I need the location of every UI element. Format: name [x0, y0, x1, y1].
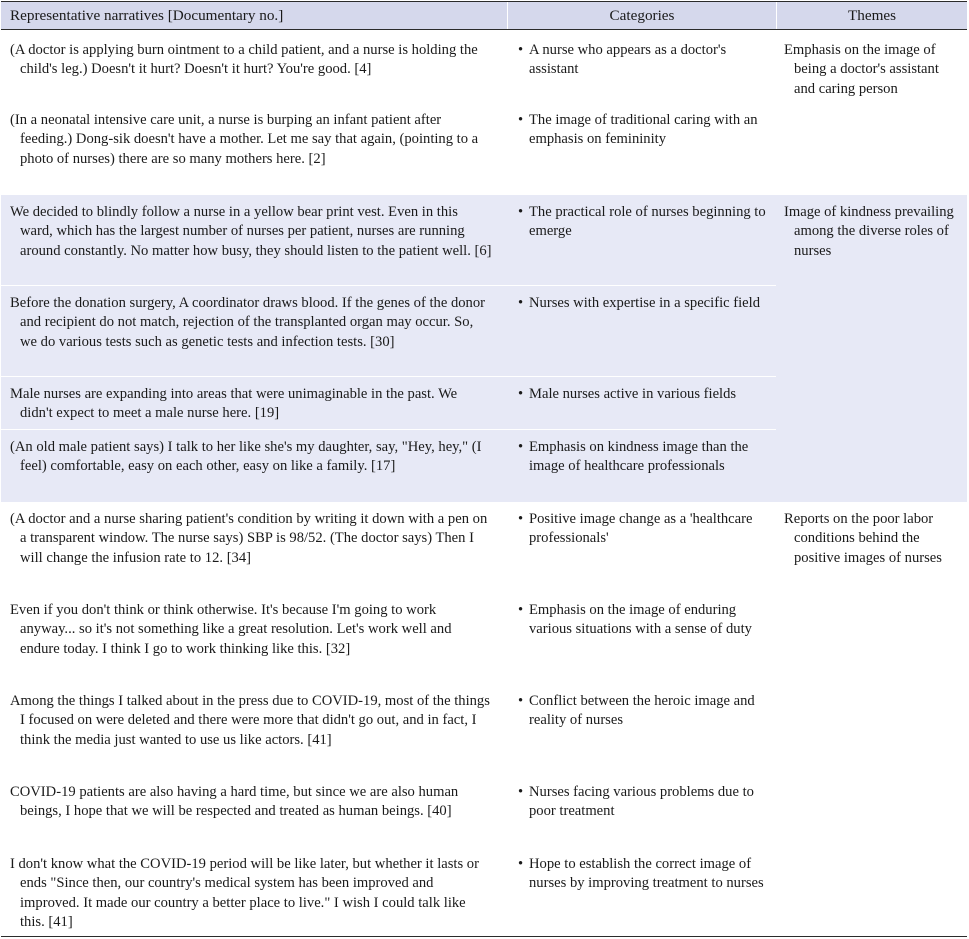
category-item: • Nurses facing various problems due to poor treatment	[518, 784, 754, 820]
theme-group-1	[1, 30, 967, 195]
table-row	[1, 593, 776, 684]
theme-cell	[776, 502, 967, 938]
table-row	[1, 847, 776, 938]
theme-group-3	[1, 502, 967, 938]
theme-group-2	[1, 195, 967, 502]
table-row	[1, 502, 776, 593]
category-item: • Emphasis on the image of enduring various situations with a sense of duty	[518, 602, 752, 638]
category-item: • A nurse who appears as a doctor's assistant	[518, 42, 727, 78]
narrative-text: Male nurses are expanding into areas that were unimaginable in the past. We didn't expect to meet a male nurse here. [19]	[10, 386, 458, 422]
table-row	[1, 775, 776, 847]
category-item: • The image of traditional caring with an emphasis on femininity	[518, 112, 758, 148]
narrative-text: I don't know what the COVID-19 period will be like later, but whether it lasts or ends "Since then, our country's medical system has been improved and improved. It made our country a better place to live." I wish I could talk like this. [41]	[10, 856, 479, 931]
theme-text: Reports on the poor labor conditions behind the positive images of nurses	[784, 511, 942, 566]
table-row	[1, 285, 776, 376]
category-item: • Nurses with expertise in a specific field	[518, 295, 760, 311]
category-item: • Conflict between the heroic image and reality of nurses	[518, 693, 755, 729]
category-item: • Emphasis on kindness image than the image of healthcare professionals	[518, 439, 749, 475]
table-row	[1, 195, 776, 285]
header-themes: Themes	[776, 2, 967, 29]
narrative-text: (An old male patient says) I talk to her like she's my daughter, say, "Hey, hey," (I feel) comfortable, easy on each other, easy on like a family. [17]	[10, 439, 482, 475]
theme-text: Image of kindness prevailing among the diverse roles of nurses	[784, 204, 954, 259]
table-row	[1, 429, 776, 502]
theme-cell	[776, 195, 967, 502]
narrative-text: Among the things I talked about in the press due to COVID-19, most of the things I focused on were deleted and there were more that didn't go out, and in fact, I think the media just wanted to use us like actors. [41]	[10, 693, 490, 748]
narrative-text: (A doctor is applying burn ointment to a child patient, and a nurse is holding the child's leg.) Doesn't it hurt? Doesn't it hurt? You're good. [4]	[10, 42, 478, 78]
theme-cell	[776, 30, 967, 195]
header-narratives: Representative narratives [Documentary no.]	[10, 7, 284, 24]
narrative-text: (A doctor and a nurse sharing patient's condition by writing it down with a pen on a transparent window. The nurse says) SBP is 98/52. (The doctor says) Then I will change the infusion rate to 12. [34]	[10, 511, 488, 566]
narrative-text: We decided to blindly follow a nurse in a yellow bear print vest. Even in this ward, which has the largest number of nurses per patient, nurses are running around constantly. No matter how busy, they should listen to the patient well. [6]	[10, 204, 492, 259]
table-header	[1, 1, 967, 30]
table-bottom-rule	[1, 936, 967, 937]
table-row	[1, 103, 776, 195]
table-row	[1, 376, 776, 429]
narrative-text: Before the donation surgery, A coordinator draws blood. If the genes of the donor and recipient do not match, rejection of the transplanted organ may occur. So, we do various tests such as genetic tests and infection tests. [30]	[10, 295, 485, 350]
category-item: • Hope to establish the correct image of nurses by improving treatment to nurses	[518, 856, 764, 892]
narrative-text: (In a neonatal intensive care unit, a nurse is burping an infant patient after feeding.) Dong-sik doesn't have a mother. Let me say that again, (pointing to a photo of nurses) there are so many mothers here. [2]	[10, 112, 479, 167]
header-categories: Categories	[507, 2, 776, 29]
category-item: • The practical role of nurses beginning to emerge	[518, 204, 766, 240]
table-row	[1, 30, 776, 103]
narrative-text: Even if you don't think or think otherwise. It's because I'm going to work anyway... so it's not something like a great resolution. Let's work well and endure today. I think I go to work thinking like this. [32]	[10, 602, 452, 657]
theme-text: Emphasis on the image of being a doctor's assistant and caring person	[784, 42, 939, 97]
category-item: • Male nurses active in various fields	[518, 386, 737, 402]
category-item: • Positive image change as a 'healthcare professionals'	[518, 511, 753, 547]
narrative-text: COVID-19 patients are also having a hard time, but since we are also human beings, I hope that we will be respected and treated as human beings. [40]	[10, 784, 459, 820]
narratives-table	[1, 1, 967, 938]
table-row	[1, 684, 776, 775]
